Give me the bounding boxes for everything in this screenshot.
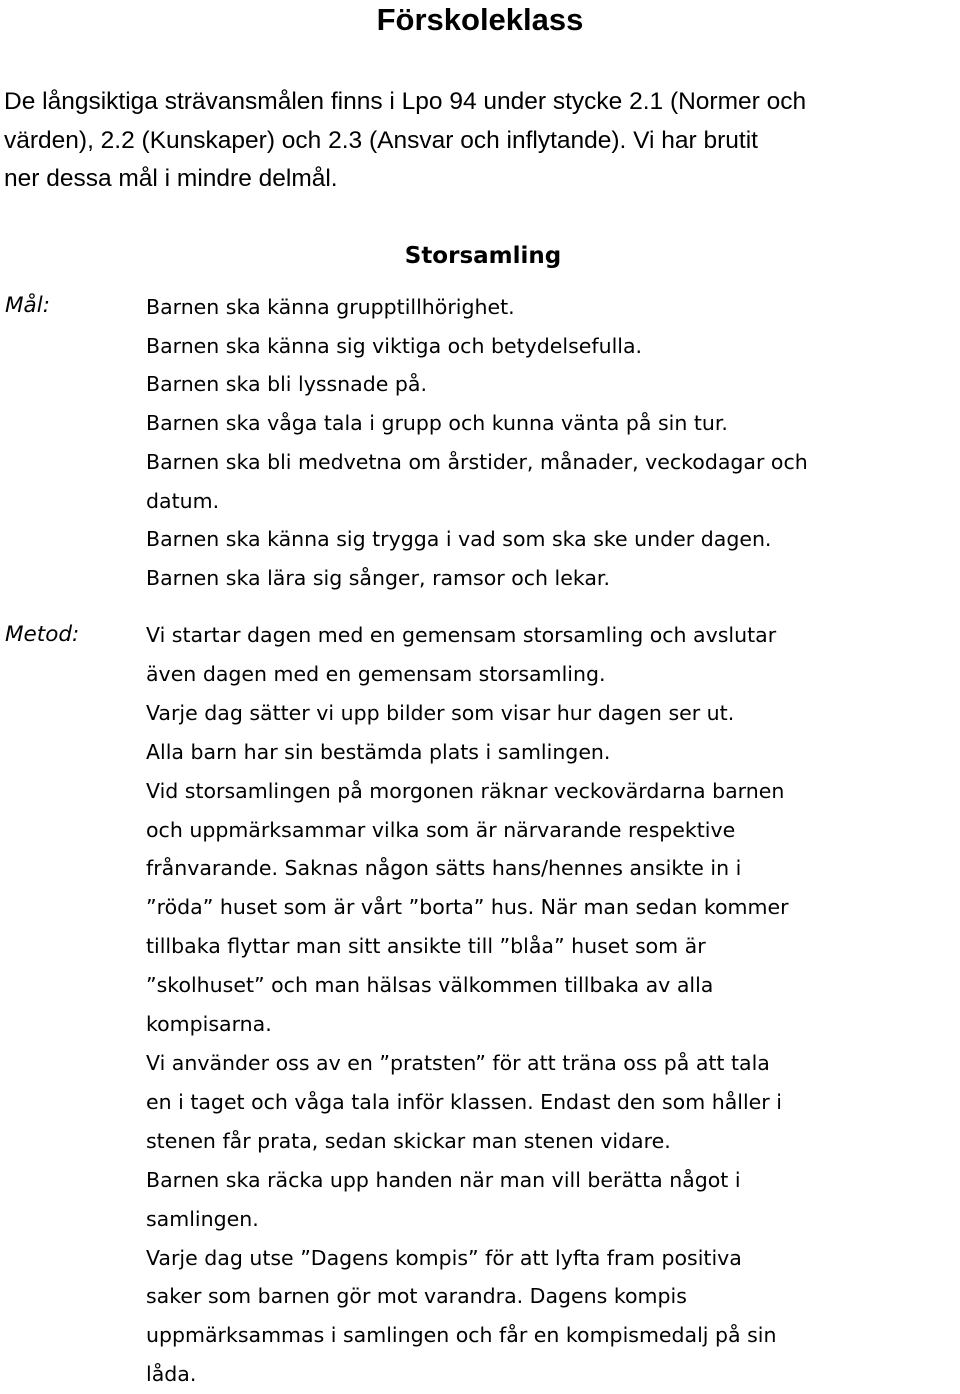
goal-item — [146, 365, 956, 404]
method-line: och uppmärksammar vilka som är närvarande respektive — [146, 811, 956, 850]
method-line: kompisarna. — [146, 1005, 956, 1044]
method-line: Alla barn har sin bestämda plats i samlingen. — [146, 733, 956, 772]
method-paragraph — [146, 1044, 956, 1161]
intro-line: De långsiktiga strävansmålen finns i Lpo 94 under stycke 2.1 (Normer och — [4, 83, 956, 122]
method-line: Vi startar dagen med en gemensam storsamling och avslutar — [146, 616, 956, 655]
section-heading: Storsamling — [0, 238, 960, 274]
method-paragraph — [146, 1239, 956, 1394]
goals-list — [146, 288, 956, 598]
method-line: Varje dag utse ”Dagens kompis” för att lyfta fram positiva — [146, 1239, 956, 1278]
intro-paragraph — [4, 83, 956, 199]
goal-line: Barnen ska bli medvetna om årstider, månader, veckodagar och — [146, 443, 956, 482]
method-paragraph — [146, 694, 956, 733]
goal-item — [146, 327, 956, 366]
method-line: Vid storsamlingen på morgonen räknar veckovärdarna barnen — [146, 772, 956, 811]
goal-item — [146, 520, 956, 559]
goal-line: Barnen ska lära sig sånger, ramsor och lekar. — [146, 559, 956, 598]
goal-line: Barnen ska bli lyssnade på. — [146, 365, 956, 404]
method-label: Metod: — [5, 617, 79, 653]
method-line: en i taget och våga tala inför klassen. Endast den som håller i — [146, 1083, 956, 1122]
method-line: Barnen ska räcka upp handen när man vill berätta något i — [146, 1161, 956, 1200]
method-paragraph — [146, 1161, 956, 1239]
intro-line: värden), 2.2 (Kunskaper) och 2.3 (Ansvar och inflytande). Vi har brutit — [4, 122, 956, 161]
method-paragraph — [146, 733, 956, 772]
goal-line: Barnen ska känna grupptillhörighet. — [146, 288, 956, 327]
method-line: Varje dag sätter vi upp bilder som visar hur dagen ser ut. — [146, 694, 956, 733]
method-line: stenen får prata, sedan skickar man stenen vidare. — [146, 1122, 956, 1161]
method-line: även dagen med en gemensam storsamling. — [146, 655, 956, 694]
method-line: ”skolhuset” och man hälsas välkommen tillbaka av alla — [146, 966, 956, 1005]
goal-item — [146, 443, 956, 520]
goal-item — [146, 404, 956, 443]
method-line: Vi använder oss av en ”pratsten” för att träna oss på att tala — [146, 1044, 956, 1083]
method-paragraph — [146, 772, 956, 1044]
goal-line: datum. — [146, 482, 956, 521]
goal-line: Barnen ska våga tala i grupp och kunna vänta på sin tur. — [146, 404, 956, 443]
intro-line: ner dessa mål i mindre delmål. — [4, 160, 956, 199]
goal-item — [146, 559, 956, 598]
method-paragraph — [146, 616, 956, 694]
method-line: samlingen. — [146, 1200, 956, 1239]
method-line: tillbaka flyttar man sitt ansikte till ”blåa” huset som är — [146, 927, 956, 966]
method-line: låda. — [146, 1355, 956, 1394]
method-line: frånvarande. Saknas någon sätts hans/hennes ansikte in i — [146, 849, 956, 888]
document-title: Förskoleklass — [0, 0, 960, 40]
goals-label: Mål: — [5, 288, 50, 324]
method-line: saker som barnen gör mot varandra. Dagens kompis — [146, 1277, 956, 1316]
goal-line: Barnen ska känna sig viktiga och betydelsefulla. — [146, 327, 956, 366]
method-line: uppmärksammas i samlingen och får en kompismedalj på sin — [146, 1316, 956, 1355]
method-line: ”röda” huset som är vårt ”borta” hus. När man sedan kommer — [146, 888, 956, 927]
method-text — [146, 616, 956, 1394]
goal-line: Barnen ska känna sig trygga i vad som ska ske under dagen. — [146, 520, 956, 559]
goal-item — [146, 288, 956, 327]
